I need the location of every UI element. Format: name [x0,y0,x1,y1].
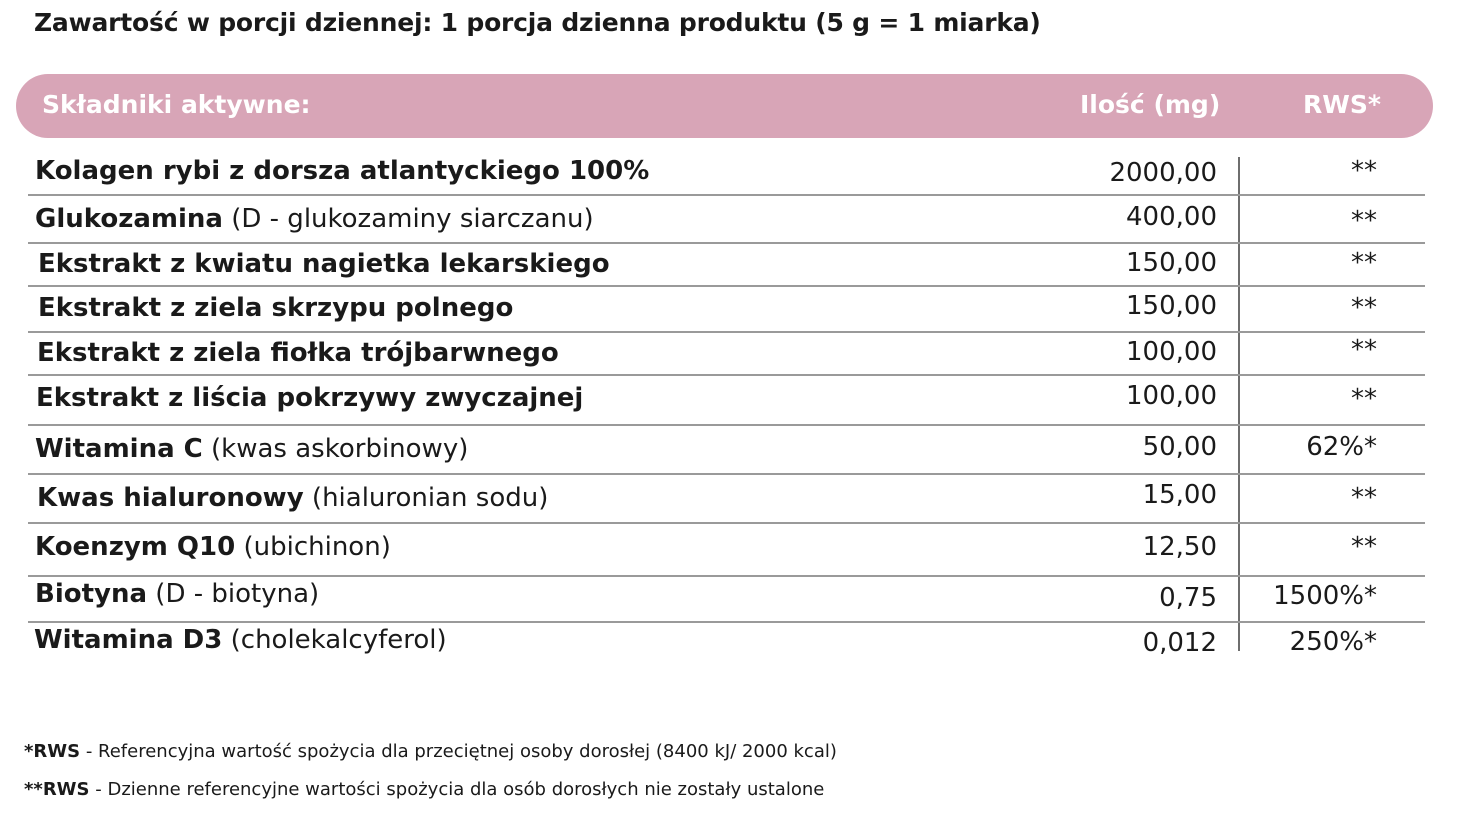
table-row [28,623,1425,667]
ingredient-name: Ekstrakt z liścia pokrzywy zwyczajnej [36,383,584,413]
ingredient-rws: ** [1351,206,1377,236]
ingredient-amount: 15,00 [1142,480,1217,510]
ingredient-name: Glukozamina (D - glukozaminy siarczanu) [35,204,594,234]
ingredient-name: Koenzym Q10 (ubichinon) [35,532,391,562]
ingredient-rws: ** [1351,156,1377,186]
table-header [16,74,1433,138]
ingredient-name: Ekstrakt z kwiatu nagietka lekarskiego [38,249,610,279]
ingredient-rws: ** [1351,384,1377,414]
table-row [28,244,1425,287]
table-row [28,287,1425,333]
footnote-rws: *RWS - Referencyjna wartość spożycia dla przeciętnej osoby dorosłej (8400 kJ/ 2000 kcal) [24,741,837,762]
ingredient-amount: 2000,00 [1109,158,1217,188]
ingredient-amount: 12,50 [1142,532,1217,562]
ingredient-amount: 0,75 [1159,583,1217,613]
ingredient-rws: ** [1351,248,1377,278]
ingredient-amount: 100,00 [1126,381,1217,411]
ingredient-amount: 50,00 [1142,432,1217,462]
footnote-rws-undefined: **RWS - Dzienne referencyjne wartości spożycia dla osób dorosłych nie zostały ustalone [24,779,825,800]
ingredient-name: Ekstrakt z ziela skrzypu polnego [38,293,514,323]
ingredient-amount: 150,00 [1126,248,1217,278]
table-row [28,577,1425,623]
ingredient-rws: ** [1351,532,1377,562]
ingredient-name: Witamina C (kwas askorbinowy) [35,434,469,464]
ingredient-name: Biotyna (D - biotyna) [35,579,320,609]
table-row [28,524,1425,577]
ingredient-name: Kolagen rybi z dorsza atlantyckiego 100% [35,156,650,186]
ingredient-name: Witamina D3 (cholekalcyferol) [34,625,447,655]
ingredient-rws: 62%* [1306,432,1377,462]
header-ingredients: Składniki aktywne: [42,90,311,119]
ingredient-name: Ekstrakt z ziela fiołka trójbarwnego [37,338,559,368]
page-title: Zawartość w porcji dziennej: 1 porcja dzienna produktu (5 g = 1 miarka) [34,8,1041,37]
ingredient-rws: 1500%* [1273,581,1377,611]
ingredient-amount: 150,00 [1126,291,1217,321]
ingredient-rws: ** [1351,293,1377,323]
header-rws: RWS* [1303,90,1381,119]
ingredient-amount: 100,00 [1126,337,1217,367]
ingredient-rws: 250%* [1289,627,1377,657]
table-row [28,475,1425,524]
ingredient-rws: ** [1351,483,1377,513]
table-row [28,333,1425,376]
table-row [28,376,1425,426]
header-amount: Ilość (mg) [1080,90,1221,119]
table-row [28,156,1425,196]
table-row [28,426,1425,475]
ingredient-amount: 0,012 [1142,628,1217,658]
ingredient-amount: 400,00 [1126,202,1217,232]
ingredient-rws: ** [1351,335,1377,365]
ingredient-name: Kwas hialuronowy (hialuronian sodu) [37,483,549,513]
table-row [28,196,1425,244]
